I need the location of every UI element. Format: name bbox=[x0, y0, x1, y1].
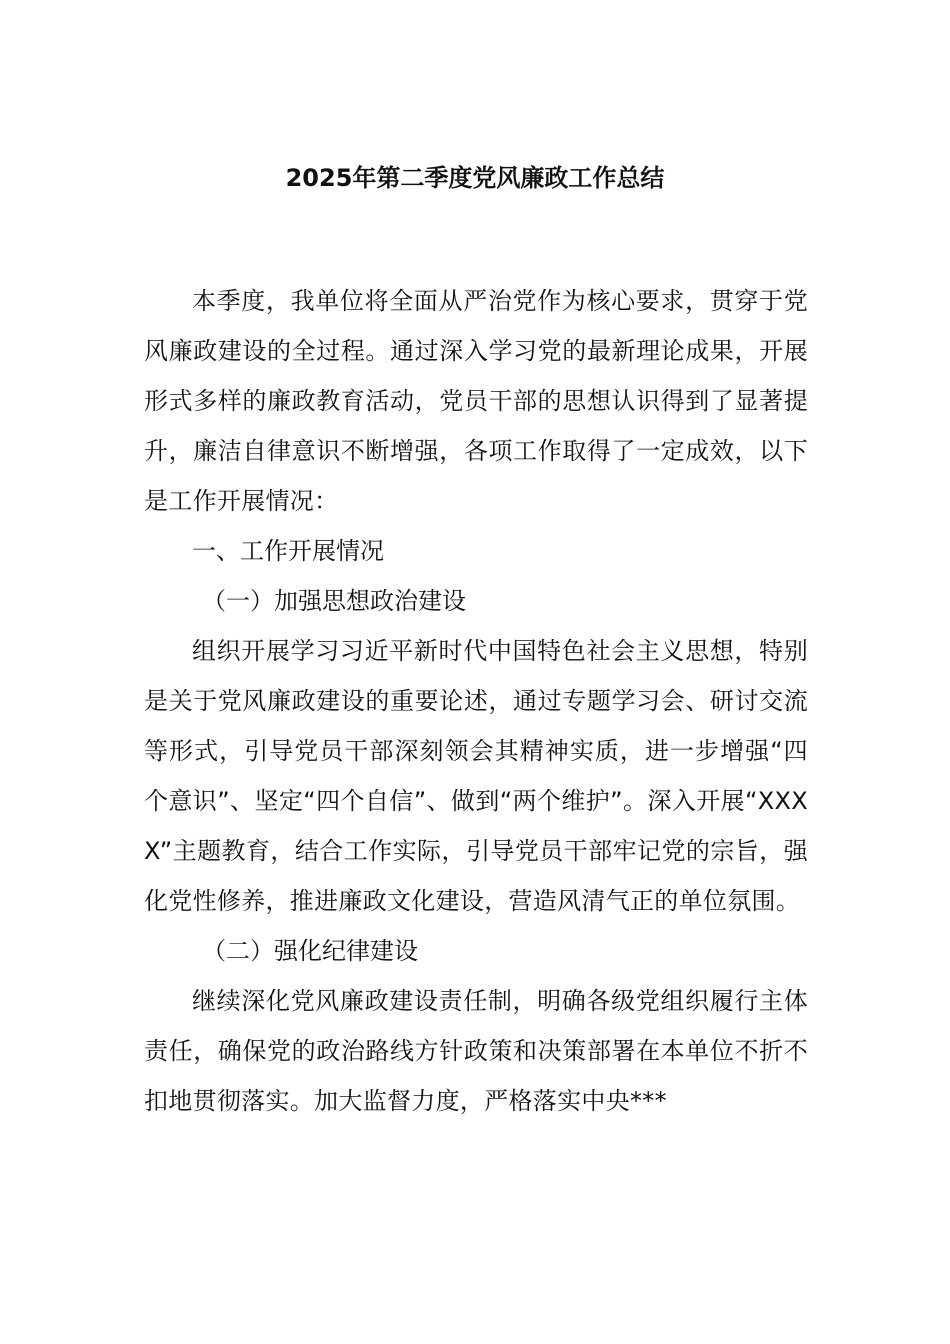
intro-paragraph: 本季度，我单位将全面从严治党作为核心要求，贯穿于党风廉政建设的全过程。通过深入学习党的最新理论成果，开展形式多样的廉政教育活动，党员干部的思想认识得到了显著提升，廉洁自律意识不断增强，各项工作取得了一定成效，以下是工作开展情况： bbox=[144, 287, 808, 515]
subsection-heading-discipline: （二）强化纪律建设 bbox=[202, 937, 418, 965]
document-body bbox=[144, 276, 808, 1126]
subsection-heading-ideology: （一）加强思想政治建设 bbox=[202, 587, 466, 615]
discipline-paragraph: 继续深化党风廉政建设责任制，明确各级党组织履行主体责任，确保党的政治路线方针政策和决策部署在本单位不折不扣地贯彻落实。加大监督力度，严格落实中央*** bbox=[144, 987, 808, 1115]
section-heading-work-status: 一、工作开展情况 bbox=[192, 537, 384, 565]
document-title: 2025年第二季度党风廉政工作总结 bbox=[285, 164, 665, 192]
ideology-paragraph: 组织开展学习习近平新时代中国特色社会主义思想，特别是关于党风廉政建设的重要论述，通过专题学习会、研讨交流等形式，引导党员干部深刻领会其精神实质，进一步增强“四个意识”、坚定“四个自信”、做到“两个维护”。深入开展“XXXX”主题教育，结合工作实际，引导党员干部牢记党的宗旨，强化党性修养，推进廉政文化建设，营造风清气正的单位氛围。 bbox=[144, 637, 808, 915]
